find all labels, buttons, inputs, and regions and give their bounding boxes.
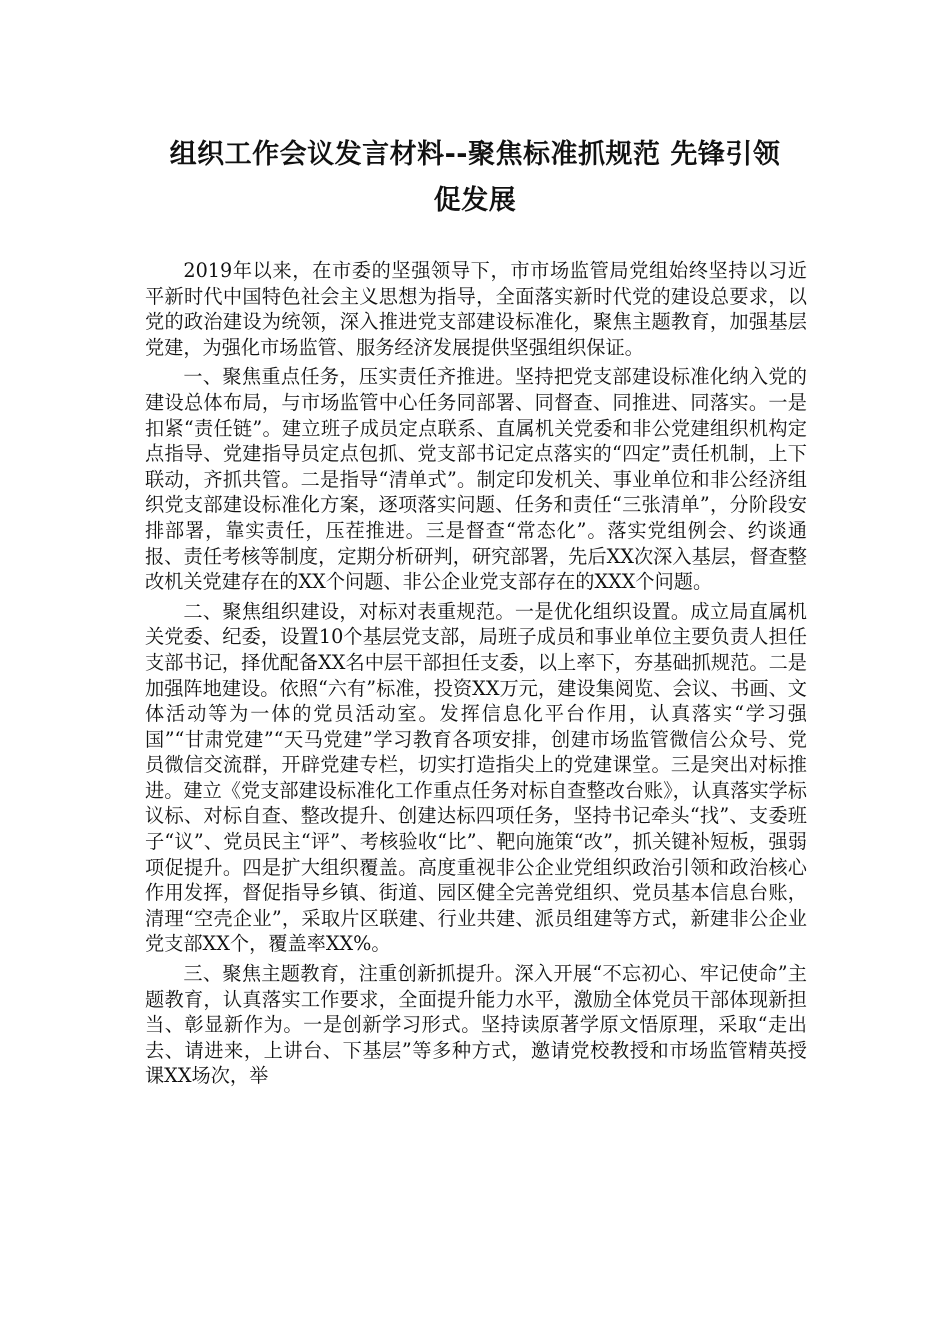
- title-line-2: 促发展: [433, 185, 517, 216]
- document-body: [145, 258, 807, 1093]
- paragraph-section-1: 一、聚焦重点任务，压实责任齐推进。坚持把党支部建设标准化纳入党的建设总体布局，与市场监管中心任务同部署、同督查、同推进、同落实。一是扣紧“责任链”。建立班子成员定点联系、直属机关党委和非公党建组织机构定点指导、党建指导员定点包抓、党支部书记定点落实的“四定”责任机制，上下联动，齐抓共管。二是指导“清单式”。制定印发机关、事业单位和非公经济组织党支部建设标准化方案，逐项落实问题、任务和责任“三张清单”，分阶段安排部署，靠实责任，压茬推进。三是督查“常态化”。落实党组例会、约谈通报、责任考核等制度，定期分析研判，研究部署，先后XX次深入基层，督查整改机关党建存在的XX个问题、非公企业党支部存在的XXX个问题。: [145, 365, 807, 594]
- paragraph-intro: 2019年以来，在市委的坚强领导下，市市场监管局党组始终坚持以习近平新时代中国特色社会主义思想为指导，全面落实新时代党的建设总要求，以党的政治建设为统领，深入推进党支部建设标准化，聚焦主题教育，加强基层党建，为强化市场监管、服务经济发展提供坚强组织保证。: [145, 259, 807, 359]
- document-title: [120, 132, 830, 224]
- paragraph-section-3: 三、聚焦主题教育，注重创新抓提升。深入开展“不忘初心、牢记使命”主题教育，认真落实工作要求，全面提升能力水平，激励全体党员干部体现新担当、彰显新作为。一是创新学习形式。坚持读原著学原文悟原理，采取“走出去、请进来，上讲台、下基层”等多种方式，邀请党校教授和市场监管精英授课XX场次，举: [145, 962, 807, 1088]
- title-line-1: 组织工作会议发言材料--聚焦标准抓规范 先锋引领: [169, 139, 781, 170]
- paragraph-section-2: 二、聚焦组织建设，对标对表重规范。一是优化组织设置。成立局直属机关党委、纪委，设置10个基层党支部，局班子成员和事业单位主要负责人担任支部书记，择优配备XX名中层干部担任支委，以上率下，夯基础抓规范。二是加强阵地建设。依照“六有”标准，投资XX万元，建设集阅览、会议、书画、文体活动等为一体的党员活动室。发挥信息化平台作用，认真落实“学习强国”“甘肃党建”“天马党建”学习教育各项安排，创建市场监管微信公众号、党员微信交流群，开辟党建专栏，切实打造指尖上的党建课堂。三是突出对标推进。建立《党支部建设标准化工作重点任务对标自查整改台账》，认真落实学标议标、对标自查、整改提升、创建达标四项任务，坚持书记牵头“找”、支委班子“议”、党员民主“评”、考核验收“比”、靶向施策“改”，抓关键补短板，强弱项促提升。四是扩大组织覆盖。高度重视非公企业党组织政治引领和政治核心作用发挥，督促指导乡镇、街道、园区健全完善党组织、党员基本信息台账，清理“空壳企业”，采取片区联建、行业共建、派员组建等方式，新建非公企业党支部XX个，覆盖率XX%。: [145, 599, 807, 956]
